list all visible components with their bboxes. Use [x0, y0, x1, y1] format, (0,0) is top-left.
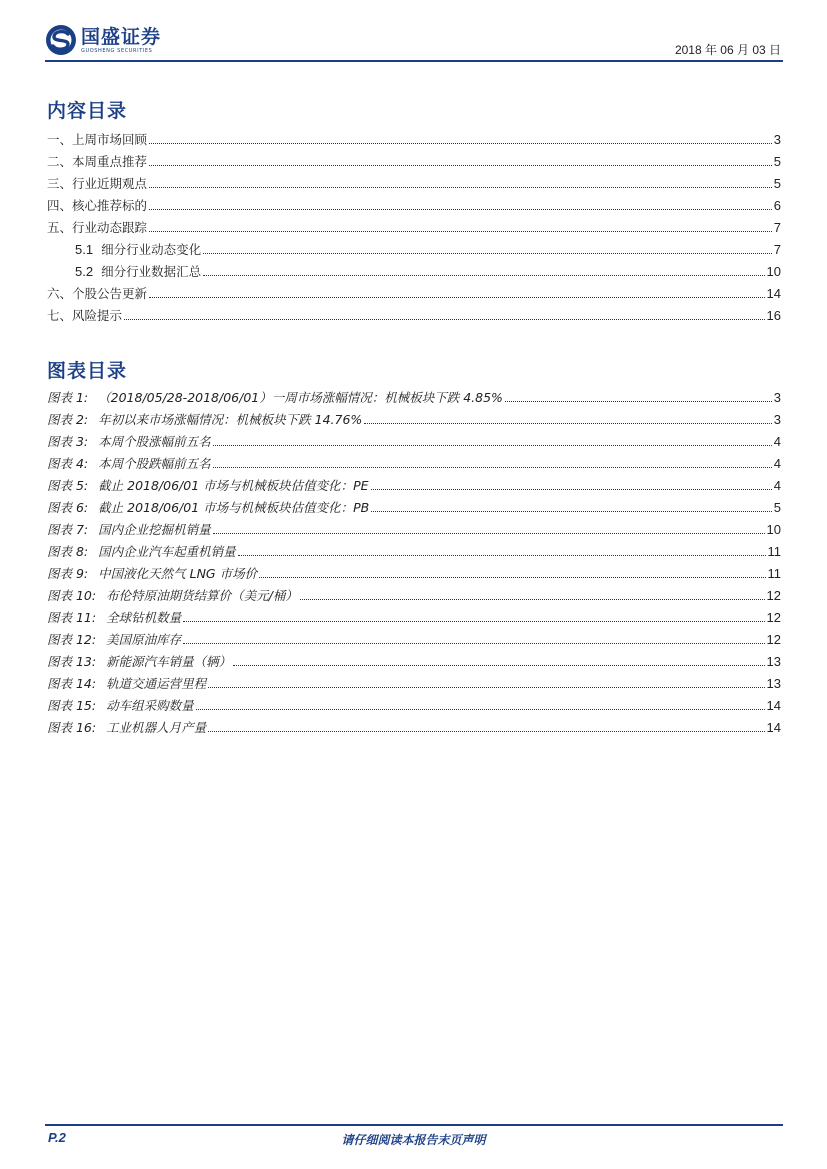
toc-entry-text: 一、上周市场回顾: [47, 132, 148, 147]
contents-title: 内容目录: [47, 100, 128, 122]
toc-entry-number: 5.1: [75, 242, 94, 257]
toc-entry-text: 细分行业动态变化: [101, 242, 202, 257]
figure-entry-ref: 图表 15:: [47, 698, 97, 713]
figure-leader-dots: [371, 489, 772, 490]
figure-leader-dots: [213, 533, 765, 534]
figure-entry-ref: 图表 14:: [47, 676, 97, 691]
toc-entry-page: 7: [773, 242, 781, 257]
company-logo: [45, 24, 161, 60]
figure-entry-ref: 图表 5:: [47, 478, 89, 493]
figure-entry-label: [47, 454, 211, 472]
figures-title: 图表目录: [47, 360, 128, 382]
figure-leader-dots: [371, 511, 772, 512]
footer-divider: [45, 1124, 783, 1126]
disclaimer-note: 请仔细阅读本报告末页声明: [341, 1133, 486, 1147]
figure-entry-page: 14: [766, 720, 781, 735]
figure-entry-ref: 图表 4:: [47, 456, 89, 471]
figure-entry[interactable]: [47, 564, 781, 586]
figure-entry-ref: 图表 6:: [47, 500, 89, 515]
figure-entry-text: 本周个股跌幅前五名: [98, 456, 211, 471]
figure-entry-label: [47, 608, 181, 626]
toc-entry[interactable]: [47, 306, 781, 328]
figure-entry[interactable]: [47, 542, 781, 564]
figure-entry[interactable]: [47, 608, 781, 630]
toc-entry[interactable]: [47, 218, 781, 240]
figure-entry-page: 11: [767, 544, 781, 559]
toc-entry-page: 7: [773, 220, 781, 235]
toc-entry-page: 5: [773, 154, 781, 169]
figure-entry-text: 动车组采购数量: [106, 698, 194, 713]
figure-entry-page: 12: [766, 610, 781, 625]
toc-entry-text: 三、行业近期观点: [47, 176, 148, 191]
figure-entry-text: 年初以来市场涨幅情况：机械板块下跌 14.76%: [98, 412, 363, 427]
toc-entry-label: [47, 152, 147, 170]
figure-leader-dots: [183, 643, 764, 644]
page-header: [45, 22, 783, 62]
figure-entry-page: 4: [773, 456, 781, 471]
figure-entry-label: [47, 586, 298, 604]
figure-leader-dots: [196, 709, 765, 710]
figure-entry-ref: 图表 3:: [47, 434, 89, 449]
figure-leader-dots: [238, 555, 766, 556]
figure-entry-label: [47, 432, 211, 450]
figure-leader-dots: [208, 687, 764, 688]
toc-entry-label: [47, 240, 201, 258]
figure-entry-ref: 图表 13:: [47, 654, 97, 669]
figure-entry-page: 3: [773, 390, 781, 405]
figure-entry-ref: 图表 1:: [47, 390, 89, 405]
figure-entry-page: 5: [773, 500, 781, 515]
figure-entry-label: [47, 630, 181, 648]
figure-entry-label: [47, 520, 211, 538]
figure-entry[interactable]: [47, 586, 781, 608]
figure-entry-page: 14: [766, 698, 781, 713]
list-of-figures: [47, 388, 781, 740]
figure-entry-text: 全球钻机数量: [106, 610, 182, 625]
figure-entry-text: 截止 2018/06/01 市场与机械板块估值变化：PE: [98, 478, 369, 493]
toc-entry-text: 五、行业动态跟踪: [47, 220, 148, 235]
toc-entry-label: [47, 174, 147, 192]
header-divider: [45, 60, 783, 62]
figure-entry-label: [47, 498, 369, 516]
toc-entry-label: [47, 284, 147, 302]
toc-entry[interactable]: [47, 130, 781, 152]
figure-entry-label: [47, 388, 503, 406]
toc-entry-text: 二、本周重点推荐: [47, 154, 148, 169]
figure-entry[interactable]: [47, 388, 781, 410]
figure-entry[interactable]: [47, 432, 781, 454]
figure-entry[interactable]: [47, 454, 781, 476]
figure-entry[interactable]: [47, 718, 781, 740]
toc-entry-page: 3: [773, 132, 781, 147]
figure-entry-text: 本周个股涨幅前五名: [98, 434, 211, 449]
figure-entry-ref: 图表 8:: [47, 544, 89, 559]
figure-entry-text: 截止 2018/06/01 市场与机械板块估值变化：PB: [98, 500, 370, 515]
figure-entry-text: 美国原油库存: [106, 632, 182, 647]
figure-leader-dots: [505, 401, 772, 402]
toc-entry-label: [47, 196, 147, 214]
figure-entry-label: [47, 718, 206, 736]
figure-entry-page: 4: [773, 434, 781, 449]
toc-entry[interactable]: [47, 262, 781, 284]
figure-entry[interactable]: [47, 652, 781, 674]
toc-leader-dots: [149, 297, 765, 298]
figure-leader-dots: [213, 445, 772, 446]
toc-entry[interactable]: [47, 240, 781, 262]
figure-entry-label: [47, 696, 194, 714]
figure-leader-dots: [364, 423, 771, 424]
figure-leader-dots: [183, 621, 764, 622]
figure-entry-ref: 图表 11:: [47, 610, 97, 625]
toc-entry[interactable]: [47, 152, 781, 174]
toc-entry[interactable]: [47, 174, 781, 196]
toc-entry-label: [47, 218, 147, 236]
figure-entry-page: 12: [766, 588, 781, 603]
guosheng-logo-icon: [45, 24, 77, 56]
toc-leader-dots: [149, 187, 772, 188]
toc-entry-label: [47, 306, 122, 324]
figure-entry-ref: 图表 16:: [47, 720, 97, 735]
toc-entry-text: 细分行业数据汇总: [101, 264, 202, 279]
toc-entry[interactable]: [47, 284, 781, 306]
figure-entry-text: 布伦特原油期货结算价（美元/桶）: [106, 588, 298, 603]
figure-leader-dots: [213, 467, 772, 468]
figure-entry-page: 13: [766, 654, 781, 669]
figure-entry-text: 新能源汽车销量（辆）: [106, 654, 232, 669]
figure-entry-page: 13: [766, 676, 781, 691]
figure-entry-label: [47, 410, 362, 428]
toc-entry-page: 16: [766, 308, 781, 323]
figure-leader-dots: [233, 665, 764, 666]
figure-entry-page: 11: [767, 566, 781, 581]
figure-entry-text: 轨道交通运营里程: [106, 676, 207, 691]
figure-entry-ref: 图表 9:: [47, 566, 89, 581]
toc-entry-text: 七、风险提示: [47, 308, 123, 323]
figure-entry-page: 4: [773, 478, 781, 493]
figure-leader-dots: [259, 577, 765, 578]
toc-entry-label: [47, 130, 147, 148]
figure-entry-page: 12: [766, 632, 781, 647]
logo-english-name: GUOSHENG SECURITIES: [81, 48, 153, 54]
toc-entry-text: 四、核心推荐标的: [47, 198, 148, 213]
figure-entry[interactable]: [47, 520, 781, 542]
figure-entry[interactable]: [47, 476, 781, 498]
toc-leader-dots: [203, 275, 764, 276]
toc-entry[interactable]: [47, 196, 781, 218]
figure-entry-text: 国内企业汽车起重机销量: [98, 544, 236, 559]
figure-entry-label: [47, 542, 236, 560]
toc-leader-dots: [149, 231, 772, 232]
figure-entry[interactable]: [47, 498, 781, 520]
figure-entry-label: [47, 476, 369, 494]
toc-leader-dots: [149, 143, 772, 144]
figure-entry-ref: 图表 12:: [47, 632, 97, 647]
figure-entry[interactable]: [47, 674, 781, 696]
figure-entry-label: [47, 674, 206, 692]
figure-entry-ref: 图表 10:: [47, 588, 97, 603]
toc-entry-page: 14: [766, 286, 781, 301]
figure-entry-text: 国内企业挖掘机销量: [98, 522, 211, 537]
figure-entry-ref: 图表 2:: [47, 412, 89, 427]
table-of-contents: [47, 130, 781, 328]
figure-entry[interactable]: [47, 696, 781, 718]
figure-entry-label: [47, 564, 257, 582]
toc-entry-page: 10: [766, 264, 781, 279]
toc-leader-dots: [124, 319, 765, 320]
figure-entry-text: （2018/05/28-2018/06/01）一周市场涨幅情况：机械板块下跌 4.85%: [98, 390, 503, 405]
toc-entry-page: 6: [773, 198, 781, 213]
report-date: 2018 年 06 月 03 日: [674, 43, 781, 57]
page-number: P.2: [48, 1130, 66, 1145]
toc-leader-dots: [203, 253, 772, 254]
figure-entry-text: 中国液化天然气 LNG 市场价: [98, 566, 258, 581]
figure-entry-label: [47, 652, 231, 670]
logo-chinese-name: 国盛证券: [81, 26, 162, 48]
toc-entry-page: 5: [773, 176, 781, 191]
toc-leader-dots: [149, 165, 772, 166]
figure-leader-dots: [300, 599, 765, 600]
toc-leader-dots: [149, 209, 772, 210]
figure-leader-dots: [208, 731, 764, 732]
figure-entry-page: 3: [773, 412, 781, 427]
figure-entry[interactable]: [47, 630, 781, 652]
figure-entry[interactable]: [47, 410, 781, 432]
figure-entry-page: 10: [766, 522, 781, 537]
figure-entry-text: 工业机器人月产量: [106, 720, 207, 735]
figure-entry-ref: 图表 7:: [47, 522, 89, 537]
toc-entry-number: 5.2: [75, 264, 94, 279]
toc-entry-text: 六、个股公告更新: [47, 286, 148, 301]
toc-entry-label: [47, 262, 201, 280]
